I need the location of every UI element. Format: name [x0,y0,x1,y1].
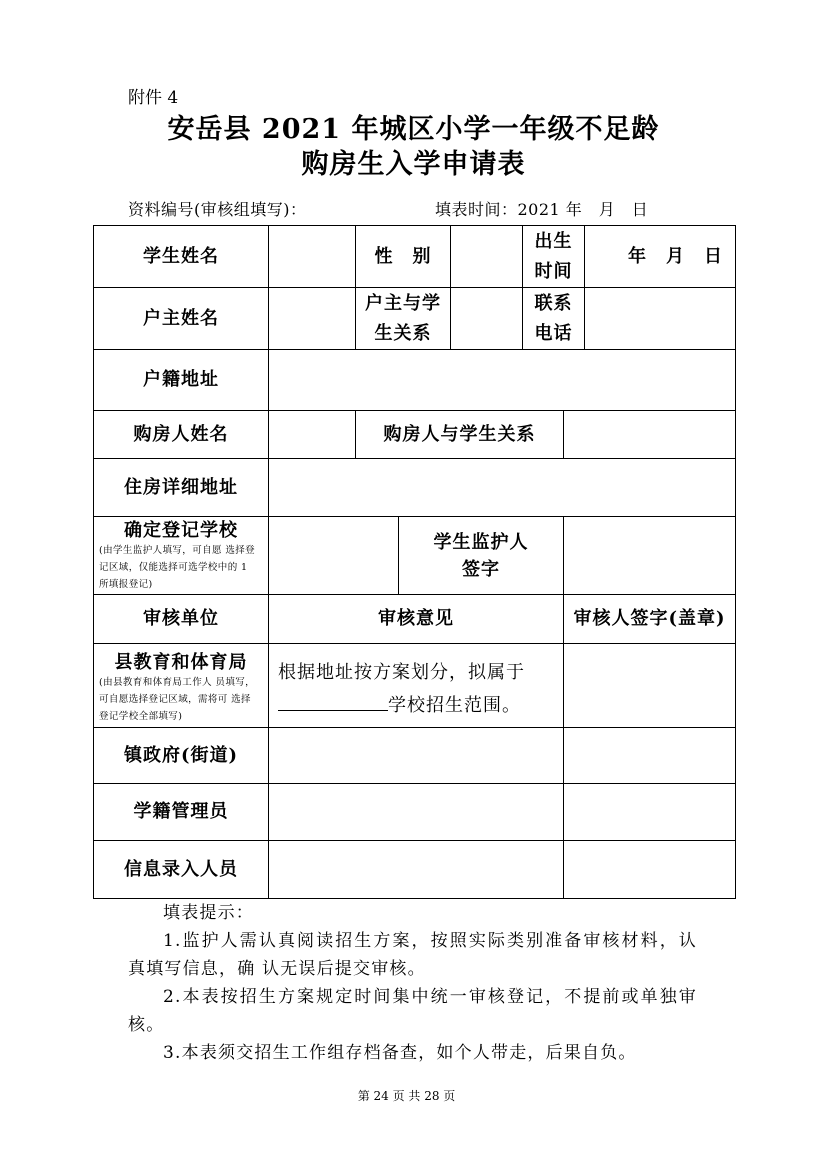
school-name-blank [278,692,388,711]
review-unit-note-line: 登记学校全部填写) [99,711,183,722]
registered-school-note-line: 记区域，仅能选择可选学校中的 1 [99,562,248,573]
householder-name-label: 户主姓名 [94,288,269,350]
housing-address-label: 住房详细地址 [94,459,269,517]
birth-date-field: 年 月 日 [585,226,736,288]
review-unit-header: 审核单位 [94,595,269,644]
review-opinion-field [269,784,564,841]
birth-date-label: 出生 时间 [523,226,585,288]
tip-line: 1.监护人需认真阅读招生方案，按照实际类别准备审核材料，认 [163,931,697,951]
opinion-school-line [278,689,563,722]
guardian-signature-label: 学生监护人 签字 [399,517,564,595]
registered-school-note-line: 所填报登记) [99,579,153,590]
review-opinion-cell [269,644,564,728]
opinion-text-suffix: 学校招生范围。 [388,695,521,716]
buyer-relation-field [564,411,736,459]
reviewer-signature-field [564,728,736,784]
review-opinion-field [269,728,564,784]
reviewer-signature-field [564,841,736,899]
hukou-address-label: 户籍地址 [94,350,269,411]
phone-field [585,288,736,350]
tip-line: 真填写信息，确 认无误后提交审核。 [128,959,426,979]
attachment-label: 附件 4 [128,88,179,108]
review-opinion-header: 审核意见 [269,595,564,644]
gender-label: 性 别 [356,226,451,288]
householder-relation-field [451,288,523,350]
review-unit-note-line: 可自愿选择登记区域，需将可 选择 [99,694,251,705]
housing-address-field [269,459,736,517]
phone-label: 联系 电话 [523,288,585,350]
tip-line: 3.本表须交招生工作组存档备查，如个人带走，后果自负。 [163,1043,637,1063]
fill-date-label: 填表时间：2021 年 月 日 [435,200,649,219]
guardian-signature-field [564,517,736,595]
application-form-table [93,225,736,899]
form-title-line-1: 安岳县 2021 年城区小学一年级不足龄 [167,114,660,145]
review-unit-name: 镇政府(街道) [94,728,269,784]
registered-school-note-line: (由学生监护人填写，可自愿 选择登 [99,545,256,556]
registered-school-field [269,517,399,595]
review-unit-name: 信息录入人员 [94,841,269,899]
buyer-name-field [269,411,356,459]
registered-school-label-cell [94,517,269,595]
buyer-relation-label: 购房人与学生关系 [356,411,564,459]
student-name-field [269,226,356,288]
opinion-text-line: 根据地址按方案划分，拟属于 [278,662,525,683]
review-opinion-field [269,841,564,899]
gender-field [451,226,523,288]
registered-school-label: 确定登记学校 [124,520,238,541]
buyer-name-label: 购房人姓名 [94,411,269,459]
tip-line: 核。 [128,1015,165,1035]
student-name-label: 学生姓名 [94,226,269,288]
reviewer-signature-field [564,784,736,841]
reviewer-signature-header: 审核人签字(盖章) [564,595,736,644]
tips-heading: 填表提示： [163,903,254,923]
record-number-label: 资料编号(审核组填写)： [128,200,307,219]
review-unit-education-bureau-cell [94,644,269,728]
filling-tips [128,899,708,1067]
tip-line: 2.本表按招生方案规定时间集中统一审核登记，不提前或单独审 [163,987,697,1007]
form-title-line-2: 购房生入学申请表 [301,149,526,180]
hukou-address-field [269,350,736,411]
page-footer: 第 24 页 共 28 页 [357,1089,456,1103]
review-unit-name: 学籍管理员 [94,784,269,841]
review-unit-note-line: (由县教育和体育局工作人 员填写， [99,677,256,688]
householder-relation-label: 户主与学 生关系 [356,288,451,350]
householder-name-field [269,288,356,350]
reviewer-signature-field [564,644,736,728]
review-unit-name: 县教育和体育局 [114,652,248,673]
